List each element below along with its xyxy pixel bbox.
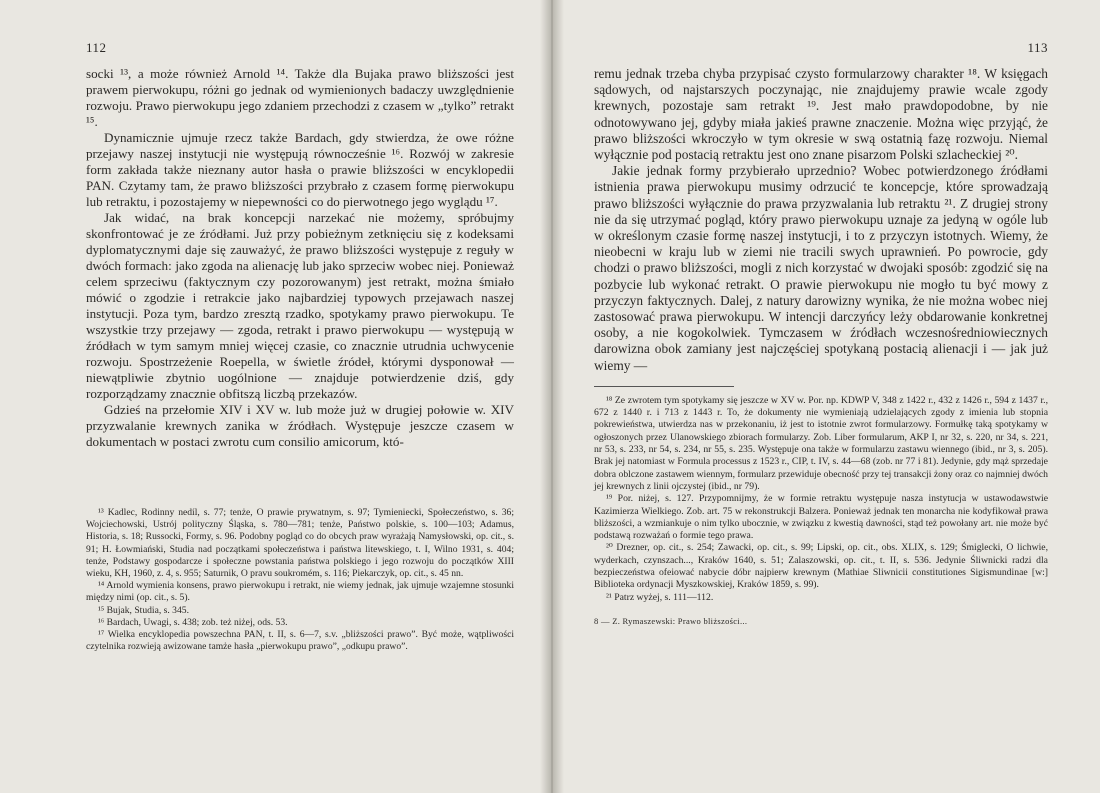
right-body-text — [594, 66, 1048, 374]
right-footnotes — [594, 395, 1048, 604]
right-page — [552, 0, 1100, 793]
footnote: ¹⁵ Bujak, Studia, s. 345. — [98, 604, 189, 616]
footnote-divider — [86, 498, 226, 499]
paragraph: Jak widać, na brak koncepcji narzekać nie możemy, spróbujmy skonfrontować je ze źródłami. Już przy pobieżnym zetknięciu się z kodeksami dyplomatycznymi daje się zauważyć, że prawo bliższości występuje z reguły w dwóch formach: jako zgoda na alienację lub jako sprzeciw wobec niej. Ponieważ celem sprzeciwu (faktycznym czy pozorowanym) jest retrakt, można śmiało mówić o zgodzie i retrakcie jako najbardziej typowych przejawach naszej instytucji. Poza tym, bardzo zresztą rzadko, spotykamy prawo pierwokupu. Te wszystkie trzy przejawy — zgoda, retrakt i prawo pierwokupu — występują w źródłach w tym samym mniej więcej czasie, co znacznie utrudnia uchwycenie rozwoju. Spostrzeżenie Roepella, w świetle źródeł, którymi dysponował — niewątpliwie zbytnio uogólnione — znajduje potwierdzenie dziś, gdy rozporządzamy znacznie obfitszą liczbą przekazów. — [86, 210, 514, 401]
footnote: ¹⁸ Ze zwrotem tym spotykamy się jeszcze w XV w. Por. np. KDWP V, 348 z 1422 r., 432 z 1426 r., 594 z 1437 r., 672 z 1440 r. i 713 z 1443 r. To, że dokumenty nie wymieniają udzielających zgody z imienia lub stopnia pokrewieństwa, utwierdza nas w przekonaniu, iż jest to istotnie zwrot formularzowy. Formułkę taką spotykamy w ogłoszonych przez Ulanowskiego zbiorach formularzy. Zob. Liber formularum, AKP I, nr 32, s. 220, nr 34, s. 221, nr 53, s. 233, nr 54, s. 234, nr 55, s. 235. Występuje ona także w formularzu zastawu wiennego (ibid., nr 3, s. 205). Brak jej natomiast w Formula processus z 1523 r., CIP, t. IV, s. 44—68 (zob. nr 77 i 81). Jedynie, gdy mąż sprzedaje dobra oblczone zastawem wiennym, formularz przewiduje obecność przy tej transakcji żony oraz co najmniej dwóch jej krewnych z linii ojczystej (ibid., nr 79). — [594, 394, 1048, 492]
page-number-left: 112 — [86, 40, 107, 55]
footnote: ¹⁷ Wielka encyklopedia powszechna PAN, t. II, s. 6—7, s.v. „bliższości prawo”. Być może, wątpliwości czytelnika rozwieją awizowane tamże hasła „pierwokupu prawo”, „odkupu prawo”. — [86, 629, 514, 653]
footnote: ¹⁹ Por. niżej, s. 127. Przypomnijmy, że w formie retraktu występuje nasza instytucja w ustawodawstwie Kazimierza Wielkiego. Zob. art. 75 w rekonstrukcji Balzera. Ponieważ jednak ten monarcha nie kodyfikował prawa bliższości, a wzmiankuje o nim tylko ubocznie, w związku z kwestią dawności, stąd też powołany art. nie może być podstawą rozważań o formie tego prawa. — [594, 493, 1048, 542]
paragraph: socki ¹³, a może również Arnold ¹⁴. Także dla Bujaka prawo bliższości jest prawem pierwokupu, różni go jednak od wymienionych badaczy uwzględnienie rozwoju. Prawo pierwokupu jego zdaniem przechodzi z czasem w „tylko” retrakt ¹⁵. — [86, 66, 514, 129]
paragraph: remu jednak trzeba chyba przypisać czysto formularzowy charakter ¹⁸. W księgach sądowych, od najstarszych poczynając, nie znajdujemy prawie wcale zgody krewnych, pozostaje sam retrakt ¹⁹. Jest mało prawdopodobne, by nie odnotowywano jej, gdyby miała jakieś prawne znaczenie. Można więc przyjąć, że prawo bliższości wkroczyło w tym okresie w swą ostatnią fazę rozwoju. Niemal wyłącznie pod postacią retraktu jest ono znane pisarzom Polski szlacheckiej ²⁰. — [594, 66, 1048, 163]
footnote: ¹⁴ Arnold wymienia konsens, prawo pierwokupu i retrakt, nie wiemy jednak, jak ujmuje wzajemne stosunki między nimi (op. cit., s. 5). — [86, 580, 514, 604]
footnote: ²¹ Patrz wyżej, s. 111—112. — [606, 591, 714, 603]
book-gutter — [540, 0, 564, 793]
footnote-divider — [594, 386, 734, 387]
signature-line: 8 — Z. Rymaszewski: Prawo bliższości... — [594, 615, 748, 626]
paragraph: Dynamicznie ujmuje rzecz także Bardach, gdy stwierdza, że owe różne przejawy naszej instytucji nie występują równocześnie ¹⁶. Rozwój w zakresie form zakłada także nieznany autor hasła o prawie bliższości w encyklopedii PAN. Czytamy tam, że prawo bliższości przybrało z czasem formę pierwokupu lub retraktu, i pozostajemy w niepewności co do pierwotnego jego wyglądu ¹⁷. — [86, 130, 514, 209]
left-body-text — [86, 66, 514, 450]
footnote: ²⁰ Drezner, op. cit., s. 254; Zawacki, op. cit., s. 99; Lipski, op. cit., obs. XLIX, s. 129; Śmiglecki, O lichwie, wyderkach, czynszach..., Kraków 1640, s. 51; Zalaszowski, op. cit., t. II, s. 536. Jedynie Śliwnicki radzi dla bezpieczeństwa ofeiować nabycie dóbr najpierw krewnym (Mathiae Sliwnicii constitutiones Sigismundinae [w:] Biblioteka ordynacji Myszkowskiej, Kraków 1859, s. 99). — [594, 542, 1048, 591]
paragraph: Jakie jednak formy przybierało uprzednio? Wobec potwierdzonego źródłami istnienia prawa pierwokupu musimy odrzucić te koncepcje, które sprowadzają prawo bliższości wyłącznie do prawa przyzwalania lub retraktu ²¹. Z drugiej strony nie da się utrzymać pogląd, który prawo pierwokupu uznaje za jedyną w ogóle lub w określonym czasie formę naszej instytucji, i to z przyczyn istotnych. Wiemy, że nieobecni w kraju lub w ziemi nie tracili swych uprawnień. Po powrocie, gdy chodzi o prawo bliższości, mogli z nich korzystać w dwojaki sposób: zgodzić się na pozbycie lub wykonać retrakt. O prawie pierwokupu nie mogło tu być mowy z przyczyn faktycznych. Dalej, z natury darowizny wynika, że nie można wobec niej zastosować prawa pierwokupu. W intencji darczyńcy leży obdarowanie konkretnej osoby, a nie kogokolwiek. Tymczasem w źródłach wczesnośredniowiecznych darowizna obok zamiany jest najczęściej spotykaną postacią alienacji i — jak już wiemy — — [594, 163, 1048, 373]
page-number-right: 113 — [1027, 40, 1048, 55]
footnote: ¹⁶ Bardach, Uwagi, s. 438; zob. też niżej, ods. 53. — [98, 616, 288, 628]
footnote: ¹³ Kadlec, Rodinny nedíl, s. 77; tenże, O prawie prywatnym, s. 97; Tymieniecki, Społeczeństwo, s. 36; Wojciechowski, Ustrój polityczny Śląska, s. 780—781; tenże, Państwo polskie, s. 100—103; Adamus, Historia, s. 18; Russocki, Formy, s. 96. Podobny pogląd co do obcych praw wyrażają Namysłowski, op. cit., s. 91; H. Łowmiański, Studia nad początkami społeczeństwa i państwa litewskiego, t. I, Wilno 1931, s. 404; tenże, Podstawy gospodarcze i społeczne powstania państwa polskiego i jego rozwoju do początków XIII wieku, KH, 1960, z. 4, s. 955; Saturnik, O pravu soukromém, s. 116; Piekarczyk, op. cit., s. 45 nn. — [86, 507, 514, 580]
left-footnotes — [86, 507, 514, 653]
paragraph: Gdzieś na przełomie XIV i XV w. lub może już w drugiej połowie w. XIV przyzwalanie krewnych zanika w źródłach. Występuje jeszcze czasem w dokumentach w postaci zwrotu cum consilio amicorum, któ- — [86, 402, 514, 449]
